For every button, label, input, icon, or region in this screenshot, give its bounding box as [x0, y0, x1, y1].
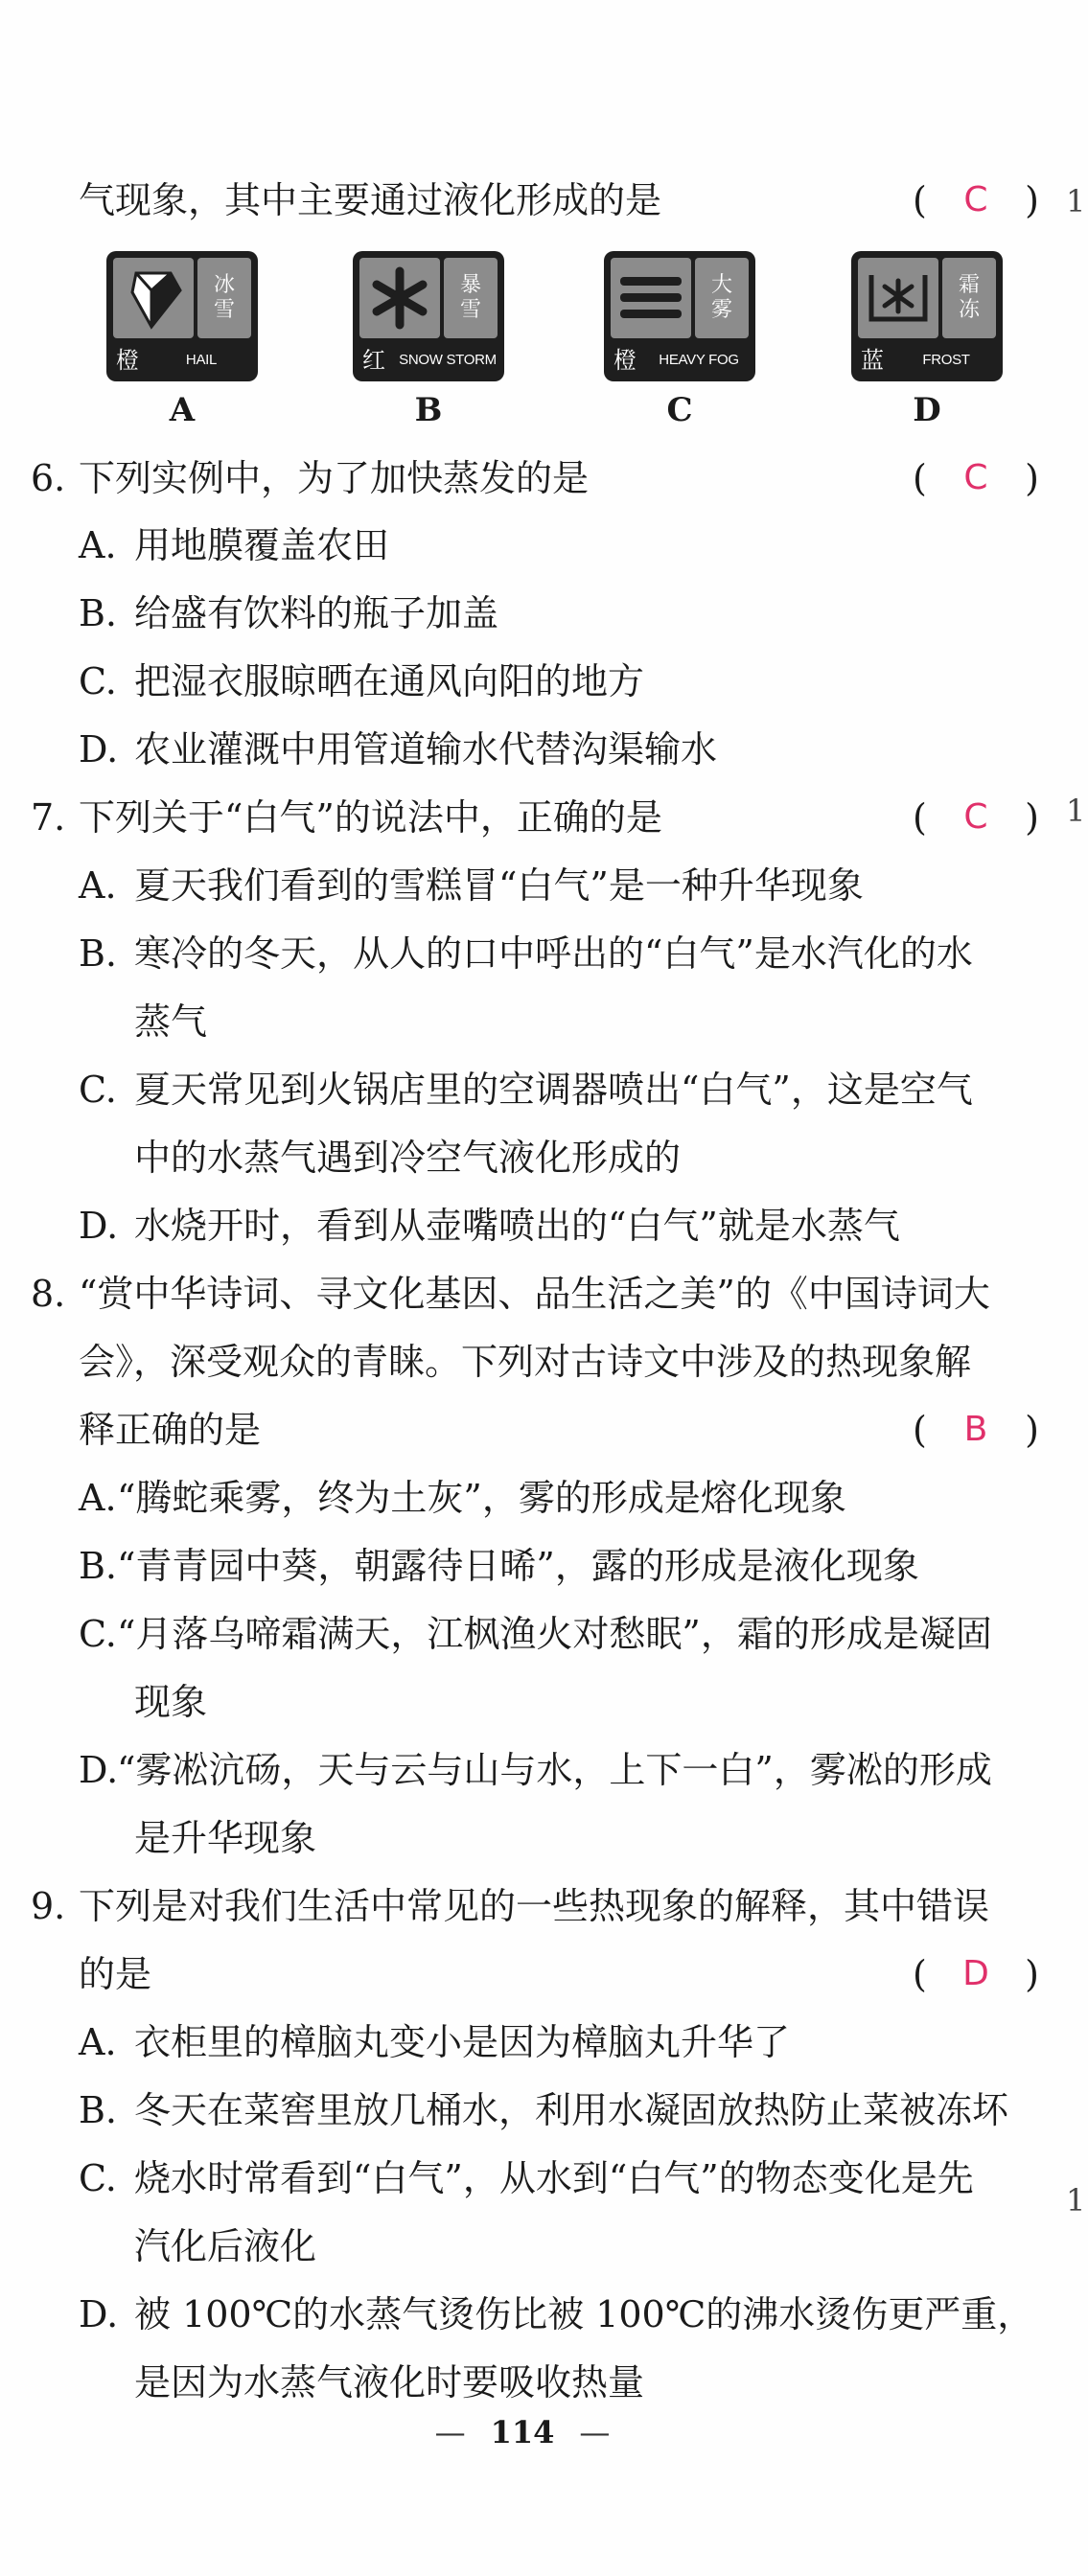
frost-icon [858, 258, 938, 338]
weather-sign-d [851, 251, 1003, 381]
edge-mark: 1 [1066, 793, 1086, 829]
q5-answer-value: C [963, 180, 988, 219]
q6-answer-value: C [963, 458, 988, 497]
sign-en-label: SNOW STORM [399, 352, 497, 368]
edge-mark: 1 [1066, 183, 1086, 219]
option-a-label: A [169, 391, 196, 429]
page-number: 114 [490, 2414, 555, 2450]
sign-level: 蓝 [861, 347, 884, 374]
sign-en-label: HAIL [185, 352, 218, 368]
weather-sign-c [604, 251, 755, 381]
weather-sign-a [106, 251, 258, 381]
weather-sign-b [353, 251, 504, 381]
sign-level: 橙 [116, 347, 139, 374]
q9-answer-value: D [962, 1954, 989, 1993]
q8-answer-value: B [963, 1410, 988, 1449]
snowflake-icon [359, 258, 440, 338]
sign-name: 冰 雪 [197, 258, 251, 338]
sign-en-label: FROST [922, 352, 970, 368]
option-b-label: B [414, 391, 443, 429]
sign-name: 霜 冻 [942, 258, 996, 338]
sign-level: 红 [362, 347, 385, 374]
option-d-label: D [913, 391, 941, 429]
option-c-label: C [666, 391, 693, 429]
hail-icon [113, 258, 194, 338]
page-footer: — 114 — [434, 2414, 611, 2450]
edge-mark: 1 [1066, 2182, 1086, 2219]
q7-answer-value: C [963, 797, 988, 837]
sign-level: 橙 [613, 347, 637, 374]
sign-name: 大 雾 [695, 258, 749, 338]
fog-icon [611, 258, 691, 338]
worksheet-page: 气现象，其中主要通过液化形成的是 ( C ) 冰 雪 橙 HAIL A 暴 雪 红 SNOW STORM B 大 雾 橙 HEAVY FOG C 霜 冻 蓝 FROST D 6. 下列实例中，为了加快蒸发的是 ( C ) A. 用地膜覆盖农田 B. 给盛有饮料的瓶子加盖 C. 把湿衣服晾晒在通风向阳的地方 D. 农业灌溉中用管道输水代替沟渠输水 7. 下列关于“白气”的说法中，正确的是 ( C ) A. 夏天我们看到的雪糕冒“白气”是一种升华现象 B. 寒冷的冬天，从人的口中呼出的“白气”是水汽化的水 蒸气 C. 夏天常见到火锅店里的空调器喷出“白气”，这是空气 中的水蒸气遇到冷空气液化形成的 D. 水烧开时，看到从壶嘴喷出的“白气”就是水蒸气 8. “赏中华诗词、寻文化基因、品生活之美”的《中国诗词大 会》，深受观众的青睐。下列对古诗文中涉及的热现象解 释正确的是 ( B ) A. “腾蛇乘雾，终为土灰”，雾的形成是熔化现象 B. “青青园中葵，朝露待日晞”，露的形成是液化现象 C. “月落乌啼霜满天，江枫渔火对愁眠”，霜的形成是凝固 现象 D. “雾凇沆砀，天与云与山与水，上下一白”，雾凇的形成 是升华现象 9. 下列是对我们生活中常见的一些热现象的解释，其中错误 的是 ( D ) A. 衣柜里的樟脑丸变小是因为樟脑丸升华了 B. 冬天在菜窖里放几桶水，利用水凝固放热防止菜被冻坏 C. 烧水时常看到“白气”，从水到“白气”的物态变化是先 汽化后液化 D. 被 100℃的水蒸气烫伤比被 100℃的沸水烫伤更严重， 是因为水蒸气液化时要吸收热量 — 114 — 1 1 1 [0, 0, 1088, 2576]
sign-en-label: HEAVY FOG [659, 352, 739, 368]
sign-name: 暴 雪 [444, 258, 498, 338]
